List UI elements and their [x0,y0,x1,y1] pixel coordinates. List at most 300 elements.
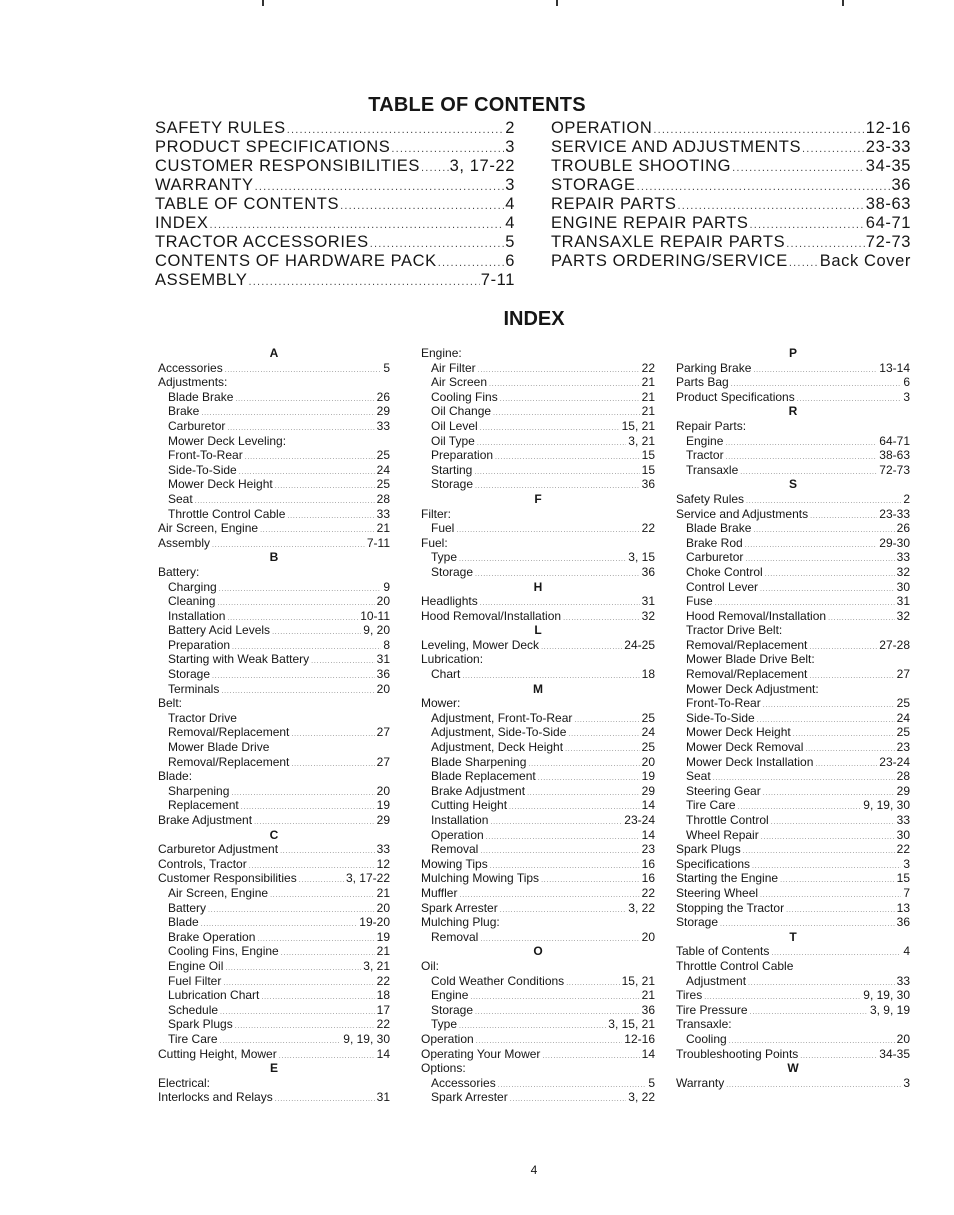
index-entry-label: Tire Care [168,1031,218,1046]
dot-leader [828,612,895,627]
index-entry-label: Tires [676,988,703,1003]
index-entry [676,667,910,682]
index-entry-label: Accessories [431,1075,496,1090]
index-entry [676,565,910,580]
dot-leader [765,568,895,583]
dot-leader [528,758,639,773]
dot-leader [568,728,639,743]
dot-leader [740,466,877,481]
index-entry [676,507,910,522]
index-entry-page: 23-24 [624,813,655,827]
index-entry [158,580,390,595]
dot-leader [459,553,626,568]
dot-leader [486,831,640,846]
index-entry [158,565,390,580]
dot-leader [509,801,640,816]
toc-entry [155,233,515,252]
toc-entry-label: PARTS ORDERING/SERVICE [551,252,788,270]
toc-entry-label: CUSTOMER RESPONSIBILITIES [155,157,420,175]
index-entry-label: Spark Arrester [421,900,498,915]
index-entry-label: Transaxle [686,462,739,477]
dot-leader [745,553,894,568]
index-entry [421,463,655,478]
index-entry-label: Front-To-Rear [686,696,761,711]
index-entry-page: 33 [376,418,390,433]
dot-leader [241,801,375,816]
index-column-1 [158,346,390,1105]
dot-leader [474,466,639,481]
index-entry-page: 29 [896,783,910,798]
index-entry [421,346,655,361]
index-entry-page: 28 [376,491,390,506]
index-entry-label: Hood Removal/Installation [686,608,827,623]
dot-leader [726,1079,901,1094]
index-entry-label: Fuse [686,594,713,609]
index-letter-heading: P [788,346,797,360]
index-entry-page: 33 [896,813,910,827]
toc-entry-label: PRODUCT SPECIFICATIONS [155,138,391,156]
dot-leader [786,238,865,250]
index-entry [676,842,910,857]
index-letter-heading: E [269,1061,278,1076]
dot-leader [438,257,504,269]
index-entry-label: Mower Deck Leveling: [168,433,287,448]
index-entry-label: Operating Your Mower [421,1046,541,1061]
index-entry-label: Choke Control [686,564,763,579]
index-entry [158,857,390,872]
index-entry-label: Service and Adjustments [676,506,809,521]
index-entry-label: Seat [168,491,193,506]
index-entry-label: Mower Deck Height [686,725,791,740]
index-entry-label: Parking Brake [676,360,752,375]
toc-entry-page: 7-11 [480,271,515,289]
index-entry-label: Removal/Replacement [168,725,290,740]
index-entry-label: Cutting Height [431,798,508,813]
index-entry-page: 33 [896,550,910,565]
index-entry-page: 17 [376,1002,390,1017]
index-entry-label: Cooling Fins [431,389,498,404]
index-entry [676,974,910,989]
index-entry [158,521,390,536]
dot-leader [212,539,365,554]
index-entry [421,711,655,726]
index-entry [158,1003,390,1018]
toc-entry [551,233,911,252]
index-entry [676,798,910,813]
index-entry-label: Side-To-Side [168,462,237,477]
index-entry [676,740,910,755]
dot-leader [810,510,877,525]
dot-leader [786,904,895,919]
index-letter-heading: M [533,681,543,696]
dot-leader [745,539,878,554]
toc-entry [551,195,911,214]
dot-leader [225,364,382,379]
index-entry [421,594,655,609]
index-entry-label: Parts Bag [676,375,729,390]
dot-leader [291,728,374,743]
index-entry-label: Customer Responsibilities [158,871,297,886]
index-letter-heading: F [534,491,542,506]
index-entry-label: Cutting Height, Mower [158,1046,277,1061]
index-entry-label: Throttle Control [686,813,769,827]
dot-leader [291,758,374,773]
dot-leader [456,524,639,539]
index-entry-label: Preparation [431,448,494,463]
index-entry [158,1090,390,1105]
dot-leader [219,583,382,598]
index-entry-page: 38-63 [879,448,910,463]
index-entry-page: 3, 22 [628,1090,655,1105]
index-entry-label: Seat [686,769,711,784]
index-entry-page: 30 [896,579,910,594]
index-entry-label: Brake Adjustment [431,783,526,798]
index-entry [676,1032,910,1047]
index-entry [158,988,390,1003]
index-entry [421,857,655,872]
index-entry-page: 6 [903,375,910,390]
index-entry [158,974,390,989]
index-entry-page: 36 [641,477,655,492]
dot-leader [212,670,375,685]
index-entry [676,901,910,916]
dot-leader [475,480,640,495]
dot-leader [789,257,819,269]
index-entry-label: Lubrication: [421,652,484,667]
index-entry-label: Battery [168,900,207,915]
index-entry [158,390,390,405]
dot-leader [763,699,895,714]
index-entry [676,521,910,536]
index-entry [158,652,390,667]
index-entry [421,434,655,449]
toc-entry-page: 4 [505,195,515,213]
dot-leader [726,451,878,466]
index-entry [421,448,655,463]
index-entry [676,886,910,901]
toc-entry-page: 5 [505,233,515,251]
index-entry [421,638,655,653]
index-entry-page: 25 [376,477,390,492]
index-entry-page: 20 [376,594,390,609]
dot-leader [753,524,894,539]
toc-entry-page: 2 [505,119,515,137]
index-entry-page: 9 [383,579,390,594]
index-entry-page: 14 [641,798,655,813]
index-entry-label: Sharpening [168,783,230,798]
index-entry-page: 24-25 [624,637,655,652]
index-entry-label: Warranty [676,1075,725,1090]
toc-entry [551,138,911,157]
toc-entry [155,176,515,195]
index-entry-label: Troubleshooting Points [676,1046,799,1061]
index-entry-label: Side-To-Side [686,710,755,725]
index-entry-page: 21 [376,521,390,536]
index-entry-label: Carburetor [686,550,744,565]
index-entry-label: Storage [431,1002,474,1017]
index-entry-label: Repair Parts: [676,418,747,433]
index-entry-label: Tire Pressure [676,1002,748,1017]
index-entry [158,609,390,624]
index-entry [421,813,655,828]
index-entry-label: Steering Wheel [676,885,759,900]
index-entry-page: 27-28 [879,637,910,652]
index-entry-label: Brake [168,404,200,419]
index-entry-page: 13 [896,900,910,915]
index-entry-label: Removal/Replacement [168,754,290,769]
index-entry-page: 23 [641,842,655,857]
dot-leader [527,787,640,802]
index-entry-page: 15 [641,448,655,463]
dot-leader [760,583,895,598]
toc-entry [155,157,515,176]
dot-leader [500,393,640,408]
toc-entry-label: SAFETY RULES [155,119,286,137]
dot-leader [761,831,895,846]
index-letter-heading: C [269,827,279,842]
index-entry-label: Controls, Tractor [158,856,247,871]
index-entry-page: 24 [896,710,910,725]
index-entry [421,740,655,755]
index-entry-page: 22 [641,521,655,536]
index-entry-label: Front-To-Rear [168,448,243,463]
dot-leader [802,143,865,155]
toc-entry-label: TABLE OF CONTENTS [155,195,340,213]
index-entry-label: Transaxle: [676,1017,732,1032]
index-entry-label: Spark Arrester [431,1090,508,1105]
index-entry [158,1017,390,1032]
index-entry-page: 36 [376,667,390,682]
index-entry-page: 19 [376,798,390,813]
index-entry-page: 3 [903,389,910,404]
index-entry-label: Oil: [421,958,439,973]
index-entry-label: Tire Care [686,798,736,813]
toc-entry-label: SERVICE AND ADJUSTMENTS [551,138,802,156]
dot-leader [574,714,639,729]
dot-leader [797,393,902,408]
toc-entry [155,195,515,214]
index-entry [421,1076,655,1091]
index-entry [158,404,390,419]
index-entry [158,901,390,916]
toc-entry-label: TROUBLE SHOOTING [551,157,732,175]
toc-entry [551,252,911,271]
toc-entry-page: Back Cover [819,252,911,270]
dot-leader [208,904,375,919]
index-entry [158,463,390,478]
index-entry [158,419,390,434]
index-entry [421,769,655,784]
toc-entry-page: 12-16 [865,119,911,137]
index-entry-page: 3, 22 [628,900,655,915]
dot-leader [541,874,640,889]
index-entry-page: 32 [896,608,910,623]
index-entry-label: Installation [168,608,226,623]
index-entry-label: Adjustment, Side-To-Side [431,725,567,740]
toc-entry-label: TRACTOR ACCESSORIES [155,233,369,251]
index-entry [158,813,390,828]
index-entry [676,580,910,595]
dot-leader [421,162,449,174]
index-entry-label: Fuel: [421,535,448,550]
toc-entry-label: WARRANTY [155,176,254,194]
index-entry [421,886,655,901]
index-entry [421,1047,655,1062]
index-entry [158,667,390,682]
index-entry-label: Stopping the Tractor [676,900,785,915]
index-entry-page: 22 [641,885,655,900]
index-entry-label: Cooling Fins, Engine [168,944,279,959]
index-entry-page: 32 [896,564,910,579]
index-entry [676,638,910,653]
index-entry-page: 3, 21 [363,958,390,973]
index-entry [676,434,910,449]
index-entry-label: Blade Brake [686,521,752,536]
index-entry-label: Throttle Control Cable [676,958,794,973]
dot-leader [287,510,374,525]
index-entry-label: Removal [431,929,479,944]
dot-leader [793,728,895,743]
toc-entry [155,119,515,138]
index-letter-heading: W [787,1061,799,1076]
index-entry-label: Operation [421,1031,474,1046]
index-entry-page: 25 [641,740,655,755]
toc-entry-page: 23-33 [865,138,911,156]
dot-leader [753,364,877,379]
index-entry-page: 18 [376,988,390,1003]
toc-entry-page: 72-73 [865,233,911,251]
toc-entry-label: REPAIR PARTS [551,195,677,213]
index-entry-page: 36 [896,915,910,930]
index-entry [676,609,910,624]
index-entry-label: Brake Operation [168,929,256,944]
index-entry-page: 9, 19, 30 [863,798,910,813]
index-entry [676,784,910,799]
index-entry-page: 3, 21 [628,433,655,448]
dot-leader [235,393,374,408]
index-entry-label: Engine: [421,346,462,360]
index-entry [158,638,390,653]
dot-leader [462,670,639,685]
index-entry-label: Spark Plugs [168,1017,233,1032]
toc-entry [551,119,911,138]
dot-leader [480,933,639,948]
index-entry [421,1090,655,1105]
dot-leader [459,1020,606,1035]
index-letter-heading: S [788,477,797,492]
index-entry [676,813,910,828]
index-entry-label: Oil Type [431,433,475,448]
index-entry-page: 20 [376,783,390,798]
index-entry-label: Removal/Replacement [686,667,808,682]
index-entry-label: Specifications [676,856,751,871]
index-entry [158,507,390,522]
index-entry-page: 18 [641,667,655,682]
index-entry-page: 22 [376,973,390,988]
index-entry-page: 21 [641,988,655,1003]
index-entry-label: Leveling, Mower Deck [421,637,540,652]
index-entry-label: Filter: [421,506,451,521]
index-entry-label: Belt: [158,696,183,711]
index-entry-page: 13-14 [879,360,910,375]
toc-entry-page: 3 [505,138,515,156]
index-entry-label: Engine [431,988,469,1003]
index-entry-label: Replacement [168,798,239,813]
toc-right-column [551,119,911,271]
index-entry [421,725,655,740]
toc-entry-label: ASSEMBLY [155,271,248,289]
index-entry-page: 14 [641,1046,655,1061]
toc-entry-label: INDEX [155,214,209,232]
toc-entry-page: 4 [505,214,515,232]
index-entry-page: 21 [376,944,390,959]
dot-leader [750,219,865,231]
index-entry-page: 9, 20 [363,623,390,638]
index-entry-page: 22 [896,842,910,857]
index-entry-label: Blade: [158,769,193,784]
index-entry [158,842,390,857]
index-entry-label: Type [431,550,458,565]
index-entry [158,1047,390,1062]
dot-leader [725,437,877,452]
index-entry [421,842,655,857]
toc-entry [551,157,911,176]
index-entry [421,974,655,989]
dot-leader [489,378,640,393]
index-entry-page: 24 [376,462,390,477]
dot-leader [287,124,505,136]
index-entry-page: 33 [376,506,390,521]
toc-left-column [155,119,515,290]
index-entry-label: Air Screen [431,375,488,390]
index-entry [676,492,910,507]
index-entry [158,915,390,930]
scan-mark [556,0,558,6]
index-entry-label: Spark Plugs [676,842,741,857]
dot-leader [563,612,640,627]
index-entry-page: 28 [896,769,910,784]
index-entry [421,1017,655,1032]
index-entry-label: Lubrication Chart [168,988,260,1003]
index-entry [158,594,390,609]
index-letter-heading: R [788,404,798,419]
toc-entry-label: ENGINE REPAIR PARTS [551,214,749,232]
index-entry [158,871,390,886]
dot-leader [800,1050,877,1065]
index-entry-page: 26 [896,521,910,536]
index-entry [158,886,390,901]
scan-mark [262,0,264,6]
dot-leader [231,787,374,802]
toc-entry-page: 3, 17-22 [449,157,515,175]
index-entry [676,1003,910,1018]
index-entry-label: Operation [431,827,484,842]
dot-leader [245,451,375,466]
dot-leader [732,162,865,174]
index-entry-label: Mower Deck Height [168,477,273,492]
toc-entry-page: 36 [891,176,911,194]
dot-leader [217,597,374,612]
index-entry [421,988,655,1003]
index-entry-label: Storage [676,915,719,930]
index-entry-label: Starting with Weak Battery [168,652,310,667]
dot-leader [565,743,640,758]
index-entry-label: Muffler [421,885,458,900]
index-entry-label: Adjustment, Deck Height [431,740,564,755]
index-entry-page: 25 [896,696,910,711]
index-entry [676,550,910,565]
dot-leader [220,1006,375,1021]
